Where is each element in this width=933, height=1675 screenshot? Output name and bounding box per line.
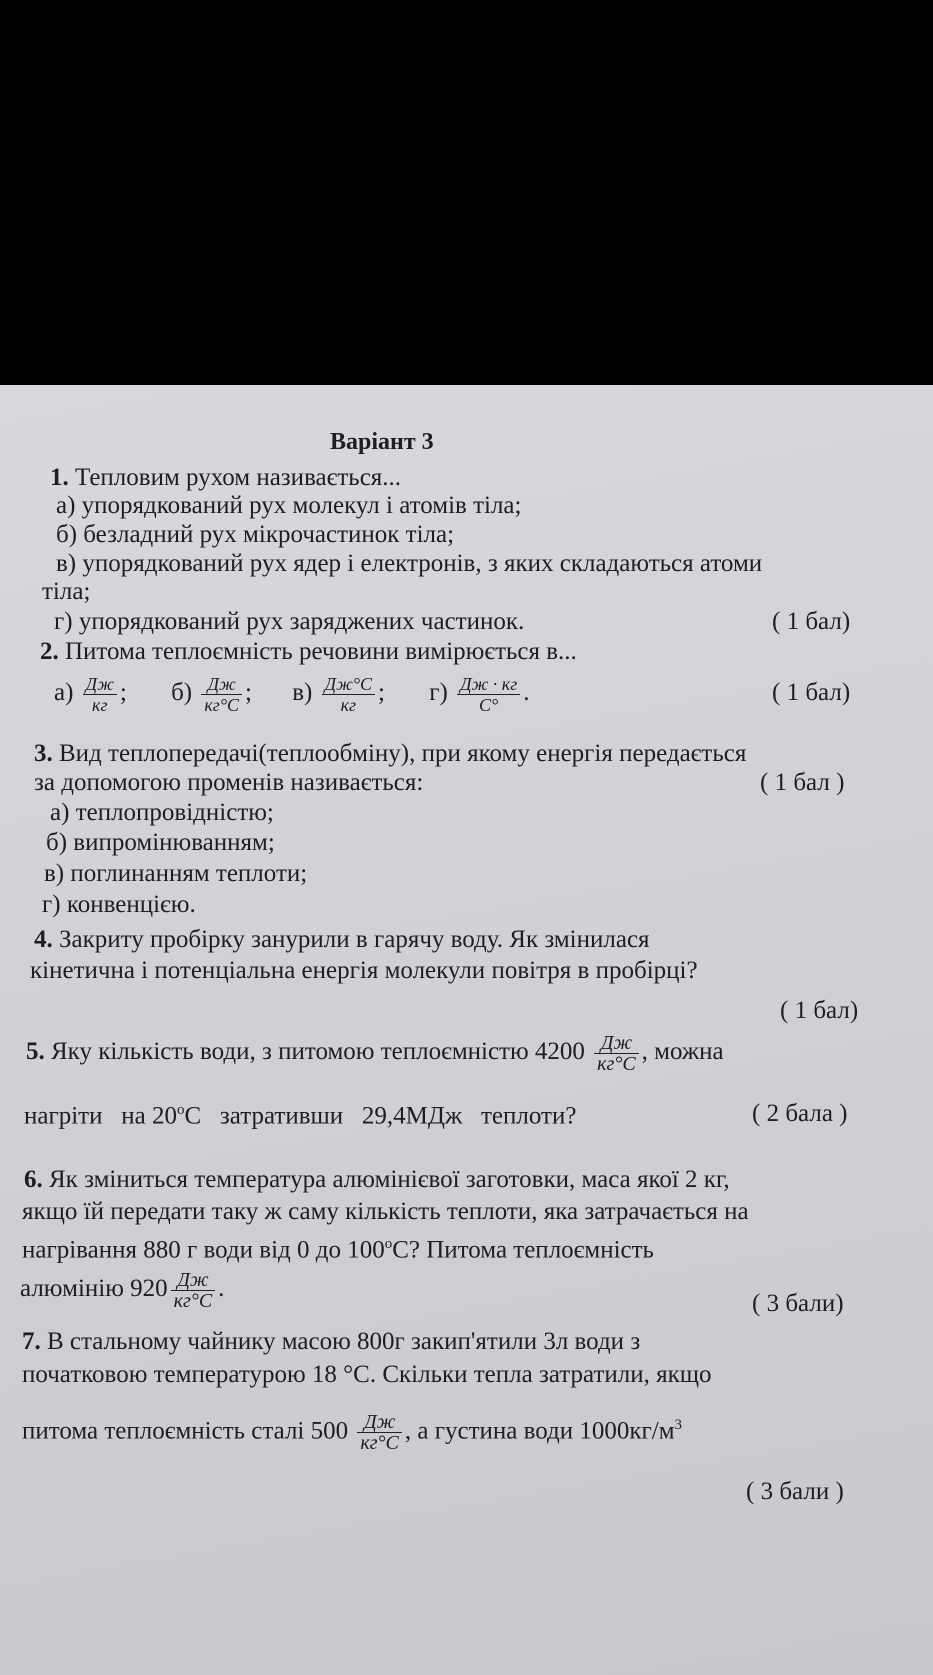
q1-option-d: г) упорядкований рух заряджених частинок.: [54, 608, 525, 635]
q1-option-b: б) безладний рух мікрочастинок тіла;: [56, 521, 455, 548]
question-1: [50, 463, 401, 493]
question-number: 7.: [22, 1328, 41, 1355]
unit-fraction: [171, 1270, 216, 1311]
question-text: Вид теплопередачі(теплообміну), при якому енергія передається: [59, 740, 747, 767]
q2-option-c-label: в): [292, 679, 313, 706]
fraction-denominator: кг°С: [597, 1052, 636, 1075]
text: алюмінію 920: [20, 1275, 168, 1302]
q1-option-c-cont: тіла;: [42, 578, 91, 605]
fraction-numerator: Дж · кг: [457, 674, 520, 695]
q5-points: ( 2 бала ): [752, 1100, 848, 1127]
q7-points: ( 3 бали ): [746, 1478, 844, 1505]
question-number: 5.: [26, 1038, 45, 1065]
question-5: [26, 1025, 724, 1079]
question-6: [24, 1165, 730, 1195]
question-number: 4.: [34, 926, 53, 953]
exam-sheet: [0, 385, 933, 1675]
question-4: [34, 925, 650, 955]
fraction-numerator: Дж: [201, 674, 242, 695]
unit-fraction: [357, 1412, 402, 1453]
q3-option-c: в) поглинанням теплоти;: [44, 860, 308, 887]
fraction-denominator: С°: [479, 694, 499, 715]
separator: .: [523, 679, 530, 706]
fraction-numerator: Дж: [357, 1412, 402, 1433]
q6-points: ( 3 бали): [752, 1290, 844, 1317]
question-text: Як зміниться температура алюмінієвої заготовки, маса якої 2 кг,: [49, 1166, 730, 1193]
fraction-numerator: Дж: [594, 1033, 639, 1054]
unit-fraction: [83, 674, 117, 715]
fraction-numerator: Дж°С: [322, 674, 375, 695]
text: затративши: [219, 1102, 344, 1130]
q2-points: ( 1 бал): [772, 679, 851, 706]
q2-option-a-label: а): [54, 679, 74, 706]
q3-option-d: г) конвенцією.: [42, 891, 196, 918]
question-text: Закриту пробірку занурили в гарячу воду. Як змінилася: [59, 926, 650, 953]
q1-points: ( 1 бал): [772, 608, 851, 635]
variant-title: Варіант 3: [330, 429, 434, 455]
q2-option-b-label: б): [171, 679, 193, 706]
question-2: [40, 637, 577, 667]
question-text-cont: , можна: [641, 1038, 724, 1065]
question-text: Питома теплоємність речовини вимірюється в...: [65, 638, 577, 665]
question-text: Яку кількість води, з питомою теплоємністю 4200: [51, 1038, 585, 1065]
q4-text-cont: кінетична і потенціальна енергія молекули повітря в пробірці?: [30, 957, 698, 984]
q7-text-cont-2: [22, 1397, 682, 1459]
q6-text-cont-2: [22, 1229, 654, 1265]
question-text: Тепловим рухом називається...: [75, 464, 402, 491]
question-number: 2.: [40, 638, 59, 665]
text: нагрівання 880 г води від 0 до 100: [22, 1236, 385, 1264]
unit-fraction: [201, 674, 242, 715]
fraction-denominator: кг°С: [204, 694, 240, 715]
q1-option-a: а) упорядкований рух молекул і атомів тіла;: [56, 492, 522, 519]
fraction-denominator: кг°С: [360, 1432, 399, 1455]
q3-option-b: б) випромінюванням;: [46, 829, 275, 856]
text: С? Питома теплоємність: [392, 1236, 654, 1264]
q6-text-cont-3: [20, 1263, 224, 1315]
unit-fraction: [322, 674, 375, 715]
fraction-denominator: кг°С: [173, 1289, 213, 1312]
q3-text-cont: за допомогою променів називається:: [34, 769, 424, 796]
text: питома теплоємність сталі 500: [22, 1417, 349, 1445]
separator: ;: [378, 679, 385, 706]
text: нагріти: [24, 1102, 103, 1130]
question-3: [34, 739, 746, 769]
question-number: 3.: [34, 740, 53, 767]
text: , а густина води 1000кг/м: [404, 1417, 675, 1445]
exponent: 3: [674, 1417, 683, 1433]
fraction-denominator: кг: [92, 694, 108, 715]
text: С: [184, 1102, 202, 1130]
question-7: [22, 1327, 640, 1357]
q3-option-a: а) теплопровідністю;: [50, 799, 274, 826]
fraction-numerator: Дж: [83, 674, 117, 695]
degree: о: [176, 1102, 185, 1118]
text: .: [218, 1275, 225, 1302]
separator: ;: [119, 679, 127, 706]
fraction-numerator: Дж: [171, 1270, 216, 1291]
q6-text-cont-1: якщо їй передати таку ж саму кількість теплоти, яка затрачається на: [22, 1198, 749, 1225]
question-number: 1.: [50, 464, 69, 491]
text: на 20: [121, 1102, 177, 1130]
degree: о: [384, 1236, 393, 1252]
text: 29,4МДж: [361, 1102, 463, 1130]
q7-text-cont-1: початковою температурою 18 °С. Скільки тепла затратили, якщо: [22, 1361, 712, 1388]
separator: ;: [245, 679, 252, 706]
fraction-denominator: кг: [340, 694, 357, 715]
text: теплоти?: [480, 1102, 577, 1130]
q2-option-d-label: г): [429, 679, 448, 706]
q5-line-2: [24, 1095, 576, 1131]
question-text: В стальному чайнику масою 800г закип'ятили 3л води з: [47, 1328, 641, 1355]
q1-option-c: в) упорядкований рух ядер і електронів, з яких складаються атоми: [56, 550, 763, 577]
q3-points: ( 1 бал ): [760, 769, 845, 796]
unit-fraction: [457, 674, 520, 715]
question-number: 6.: [24, 1166, 43, 1193]
q4-points: ( 1 бал): [780, 997, 859, 1024]
q2-options: [54, 670, 529, 716]
unit-fraction: [594, 1033, 639, 1074]
